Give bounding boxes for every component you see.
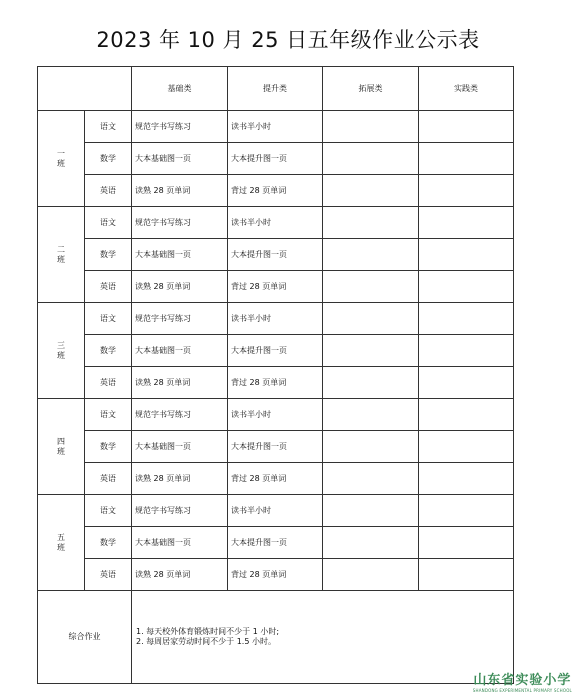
table-row xyxy=(38,527,514,559)
class-suffix: 班 xyxy=(57,446,65,456)
basic-cell: 大本基础图一页 xyxy=(132,527,228,559)
advanced-cell: 背过 28 页单词 xyxy=(228,367,323,399)
extension-cell xyxy=(323,335,419,367)
basic-cell: 规范字书写练习 xyxy=(132,399,228,431)
practice-cell xyxy=(419,367,514,399)
extension-cell xyxy=(323,111,419,143)
basic-cell: 大本基础图一页 xyxy=(132,239,228,271)
practice-cell xyxy=(419,335,514,367)
advanced-cell: 大本提升图一页 xyxy=(228,143,323,175)
basic-cell: 读熟 28 页单词 xyxy=(132,367,228,399)
table-row xyxy=(38,303,514,335)
header-practice: 实践类 xyxy=(419,67,514,111)
advanced-cell: 读书半小时 xyxy=(228,399,323,431)
advanced-cell: 读书半小时 xyxy=(228,111,323,143)
basic-cell: 规范字书写练习 xyxy=(132,207,228,239)
table-row xyxy=(38,111,514,143)
class-suffix: 班 xyxy=(57,350,65,360)
practice-cell xyxy=(419,495,514,527)
header-corner xyxy=(38,67,132,111)
summary-content xyxy=(132,591,514,684)
class-suffix: 班 xyxy=(57,254,65,264)
advanced-cell: 背过 28 页单词 xyxy=(228,559,323,591)
extension-cell xyxy=(323,207,419,239)
advanced-cell: 背过 28 页单词 xyxy=(228,271,323,303)
homework-table xyxy=(37,66,514,684)
advanced-cell: 读书半小时 xyxy=(228,207,323,239)
table-row xyxy=(38,495,514,527)
practice-cell xyxy=(419,271,514,303)
extension-cell xyxy=(323,143,419,175)
school-logo xyxy=(473,669,572,693)
advanced-cell: 背过 28 页单词 xyxy=(228,463,323,495)
practice-cell xyxy=(419,207,514,239)
extension-cell xyxy=(323,463,419,495)
class-name-cell xyxy=(38,303,85,399)
summary-label: 综合作业 xyxy=(38,591,132,684)
extension-cell xyxy=(323,367,419,399)
advanced-cell: 背过 28 页单词 xyxy=(228,175,323,207)
table-row xyxy=(38,399,514,431)
extension-cell xyxy=(323,303,419,335)
extension-cell xyxy=(323,431,419,463)
header-extension: 拓展类 xyxy=(323,67,419,111)
extension-cell xyxy=(323,271,419,303)
practice-cell xyxy=(419,239,514,271)
practice-cell xyxy=(419,559,514,591)
extension-cell xyxy=(323,527,419,559)
table-row xyxy=(38,207,514,239)
summary-line: 2. 每周居家劳动时间不少于 1.5 小时。 xyxy=(136,637,276,646)
advanced-cell: 读书半小时 xyxy=(228,303,323,335)
table-row xyxy=(38,431,514,463)
subject-cell: 数学 xyxy=(85,431,132,463)
basic-cell: 规范字书写练习 xyxy=(132,111,228,143)
extension-cell xyxy=(323,495,419,527)
table-row xyxy=(38,367,514,399)
table-row xyxy=(38,335,514,367)
advanced-cell: 大本提升图一页 xyxy=(228,527,323,559)
table-row xyxy=(38,175,514,207)
basic-cell: 读熟 28 页单词 xyxy=(132,175,228,207)
basic-cell: 读熟 28 页单词 xyxy=(132,559,228,591)
practice-cell xyxy=(419,463,514,495)
subject-cell: 英语 xyxy=(85,271,132,303)
header-basic: 基础类 xyxy=(132,67,228,111)
subject-cell: 语文 xyxy=(85,399,132,431)
subject-cell: 语文 xyxy=(85,303,132,335)
basic-cell: 规范字书写练习 xyxy=(132,495,228,527)
subject-cell: 语文 xyxy=(85,207,132,239)
summary-line: 1. 每天校外体育锻炼时间不少于 1 小时; xyxy=(136,627,280,636)
basic-cell: 大本基础图一页 xyxy=(132,431,228,463)
class-number: 二 xyxy=(57,244,65,254)
table-row xyxy=(38,271,514,303)
basic-cell: 大本基础图一页 xyxy=(132,335,228,367)
advanced-cell: 大本提升图一页 xyxy=(228,335,323,367)
subject-cell: 数学 xyxy=(85,143,132,175)
basic-cell: 读熟 28 页单词 xyxy=(132,271,228,303)
basic-cell: 读熟 28 页单词 xyxy=(132,463,228,495)
header-row xyxy=(38,67,514,111)
class-number: 三 xyxy=(57,340,65,350)
subject-cell: 数学 xyxy=(85,239,132,271)
summary-row xyxy=(38,591,514,684)
extension-cell xyxy=(323,175,419,207)
table-row xyxy=(38,239,514,271)
class-number: 五 xyxy=(57,532,65,542)
subject-cell: 英语 xyxy=(85,559,132,591)
subject-cell: 英语 xyxy=(85,463,132,495)
practice-cell xyxy=(419,527,514,559)
page-title: 2023 年 10 月 25 日五年级作业公示表 xyxy=(96,28,480,52)
class-name-cell xyxy=(38,495,85,591)
class-name-cell xyxy=(38,399,85,495)
subject-cell: 英语 xyxy=(85,367,132,399)
extension-cell xyxy=(323,239,419,271)
practice-cell xyxy=(419,111,514,143)
advanced-cell: 大本提升图一页 xyxy=(228,239,323,271)
practice-cell xyxy=(419,175,514,207)
class-suffix: 班 xyxy=(57,158,65,168)
subject-cell: 英语 xyxy=(85,175,132,207)
table-row xyxy=(38,463,514,495)
class-number: 一 xyxy=(57,148,65,158)
school-logo-name: 山东省实验小学 xyxy=(473,673,572,688)
extension-cell xyxy=(323,559,419,591)
basic-cell: 大本基础图一页 xyxy=(132,143,228,175)
class-number: 四 xyxy=(57,436,65,446)
table-row xyxy=(38,143,514,175)
extension-cell xyxy=(323,399,419,431)
table-row xyxy=(38,559,514,591)
practice-cell xyxy=(419,143,514,175)
basic-cell: 规范字书写练习 xyxy=(132,303,228,335)
advanced-cell: 大本提升图一页 xyxy=(228,431,323,463)
subject-cell: 数学 xyxy=(85,335,132,367)
class-name-cell xyxy=(38,111,85,207)
class-name-cell xyxy=(38,207,85,303)
advanced-cell: 读书半小时 xyxy=(228,495,323,527)
practice-cell xyxy=(419,399,514,431)
class-suffix: 班 xyxy=(57,542,65,552)
header-advanced: 提升类 xyxy=(228,67,323,111)
subject-cell: 数学 xyxy=(85,527,132,559)
practice-cell xyxy=(419,431,514,463)
subject-cell: 语文 xyxy=(85,495,132,527)
subject-cell: 语文 xyxy=(85,111,132,143)
practice-cell xyxy=(419,303,514,335)
school-logo-subtitle: SHANDONG EXPERIMENTAL PRIMARY SCHOOL xyxy=(472,688,572,693)
